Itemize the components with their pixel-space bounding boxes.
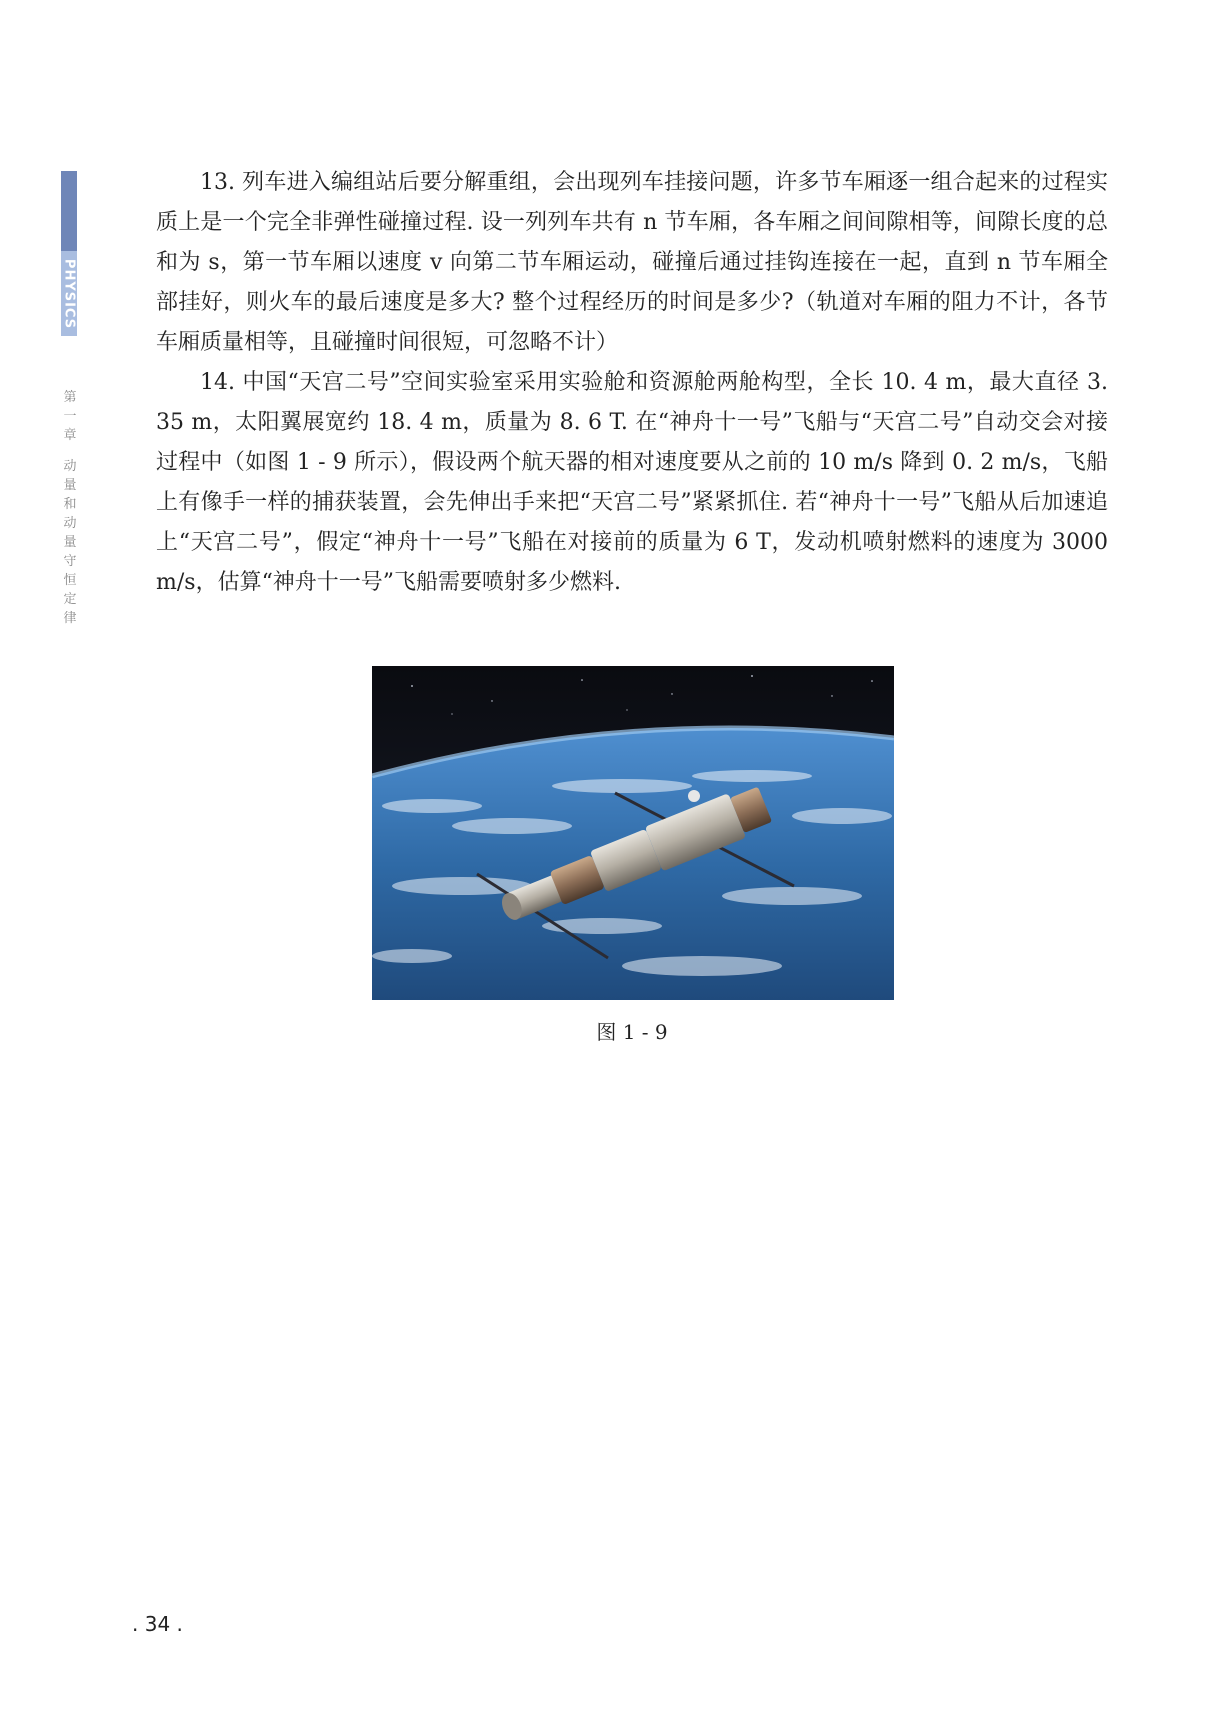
subject-side-tab — [61, 171, 77, 336]
page-number: . 34 . — [132, 1612, 183, 1636]
problem-13: 13. 列车进入编组站后要分解重组，会出现列车挂接问题，许多节车厢逐一组合起来的过程实质上是一个完全非弹性碰撞过程. 设一列列车共有 n 节车厢，各车厢之间间隙相等，间隙长度的总和为 s，第一节车厢以速度 v 向第二节车厢运动，碰撞后通过挂钩连接在一起，直到 n 节车厢全部挂好，则火车的最后速度是多大? 整个过程经历的时间是多少?（轨道对车厢的阻力不计，各节车厢质量相等，且碰撞时间很短，可忽略不计） — [156, 170, 1108, 355]
chapter-header-vertical — [62, 388, 78, 628]
subject-label-box — [61, 251, 77, 336]
chapter-title: 动量和动量守恒定律 — [63, 459, 77, 626]
subject-label: PHYSICS — [61, 258, 77, 329]
problem-14: 14. 中国“天宫二号”空间实验室采用实验舱和资源舱两舱构型，全长 10. 4 m，最大直径 3. 35 m，太阳翼展宽约 18. 4 m，质量为 8. 6 T. 在“神舟十一号”飞船与“天宫二号”自动交会对接过程中（如图 1 - 9 所示），假设两个航天器的相对速度要从之前的 10 m/s 降到 0. 2 m/s，飞船上有像手一样的捕获装置，会先伸出手来把“天宫二号”紧紧抓住. 若“神舟十一号”飞船从后加速追上“天宫二号”，假定“神舟十一号”飞船在对接前的质量为 6 T，发动机喷射燃料的速度为 3000 m/s，估算“神舟十一号”飞船需要喷射多少燃料. — [156, 370, 1108, 595]
side-tab-bar — [61, 171, 77, 251]
exercise-text — [156, 163, 1108, 603]
figure-caption: 图 1 - 9 — [596, 1020, 668, 1044]
spacecraft-docking-image — [372, 666, 894, 1000]
chapter-number: 第一章 — [63, 390, 77, 443]
